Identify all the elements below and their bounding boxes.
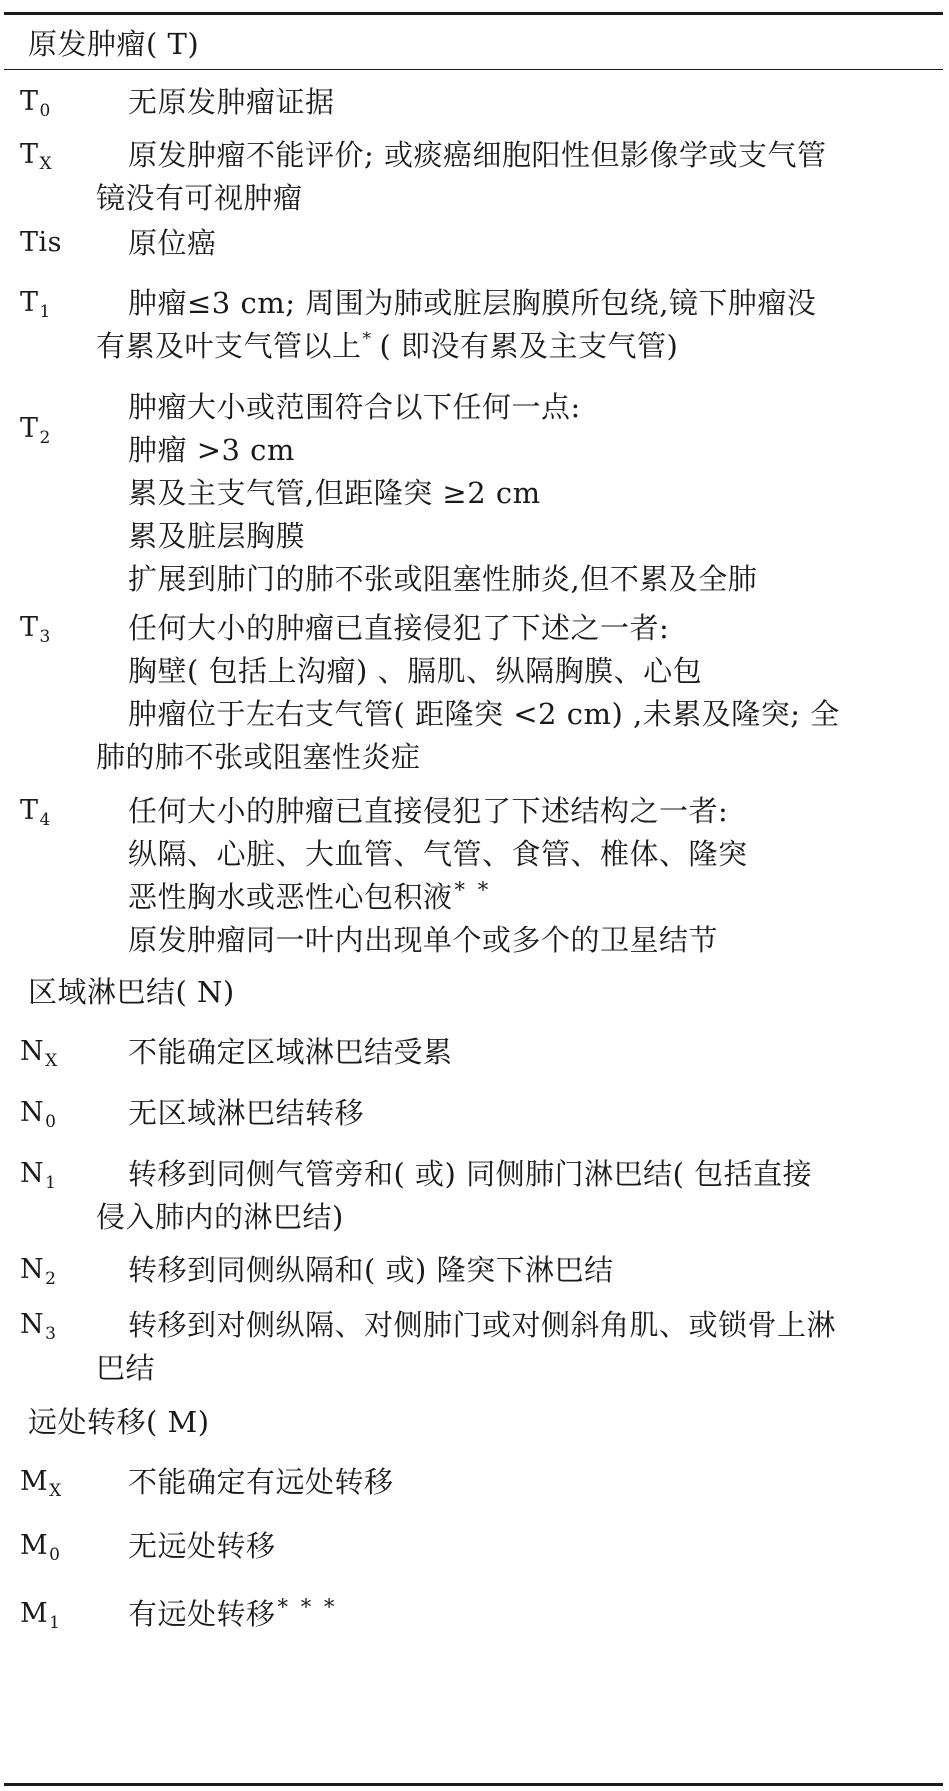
footnote-mark: * * <box>454 878 492 902</box>
row-desc-tx-cont: 镜没有可视肿瘤 <box>96 181 303 215</box>
row-desc-n3: 转移到对侧纵隔、对侧肺门或对侧斜角肌、或锁骨上淋 <box>128 1308 837 1342</box>
row-desc-nx: 不能确定区域淋巴结受累 <box>128 1035 453 1069</box>
row-code-t1: $T_1$ <box>20 287 51 322</box>
row-desc-tis: 原位癌 <box>128 226 217 260</box>
row-desc-n1-cont: 侵入肺内的淋巴结) <box>96 1200 344 1234</box>
header-rule <box>4 69 943 70</box>
row-desc-t4-1: 任何大小的肿瘤已直接侵犯了下述结构之一者: <box>128 794 729 828</box>
row-desc-t3-1: 任何大小的肿瘤已直接侵犯了下述之一者: <box>128 611 670 645</box>
row-desc-t1: 肿瘤≤3 cm; 周围为肺或脏层胸膜所包绕,镜下肿瘤没 <box>128 286 817 320</box>
bottom-rule <box>4 1783 943 1786</box>
row-desc-t1-cont: 有累及叶支气管以上* ( 即没有累及主支气管) <box>96 329 679 363</box>
row-desc-t4-3: 恶性胸水或恶性心包积液* * <box>128 878 492 914</box>
row-desc-n0: 无区域淋巴结转移 <box>128 1096 365 1130</box>
row-desc-t3-2: 胸壁( 包括上沟瘤) 、膈肌、纵隔胸膜、心包 <box>128 654 703 688</box>
row-desc-t2-2: 肿瘤 >3 cm <box>128 433 295 467</box>
row-code-m1: $M_1$ <box>20 1598 61 1633</box>
row-desc-t2-5: 扩展到肺门的肺不张或阻塞性肺炎,但不累及全肺 <box>128 562 758 596</box>
row-desc-t3-cont: 肺的肺不张或阻塞性炎症 <box>96 740 421 774</box>
row-desc-m0: 无远处转移 <box>128 1529 276 1563</box>
row-code-t3: $T_3$ <box>20 612 51 647</box>
section-heading-n: 区域淋巴结( N) <box>28 975 235 1009</box>
row-desc-n1: 转移到同侧气管旁和( 或) 同侧肺门淋巴结( 包括直接 <box>128 1157 813 1191</box>
row-code-n0: $N_0$ <box>20 1097 57 1132</box>
row-desc-tx: 原发肿瘤不能评价; 或痰癌细胞阳性但影像学或支气管 <box>128 138 827 172</box>
row-desc-t3-3: 肿瘤位于左右支气管( 距隆突 <2 cm) ,未累及隆突; 全 <box>128 697 840 731</box>
row-code-tis: Tis <box>20 227 62 258</box>
row-desc-n3-cont: 巴结 <box>96 1351 156 1385</box>
row-desc-t2-1: 肿瘤大小或范围符合以下任何一点: <box>128 390 581 424</box>
row-code-t0: $T_0$ <box>20 86 51 121</box>
row-code-t2: $T_2$ <box>20 413 51 448</box>
footnote-mark: * <box>362 329 372 349</box>
top-rule <box>4 12 943 15</box>
footnote-mark: * * * <box>277 1595 338 1619</box>
row-code-n2: $N_2$ <box>20 1254 57 1289</box>
row-code-t4: $T_4$ <box>20 795 51 830</box>
row-desc-t4-2: 纵隔、心脏、大血管、气管、食管、椎体、隆突 <box>128 837 748 871</box>
row-desc-t0: 无原发肿瘤证据 <box>128 85 335 119</box>
row-desc-t4-4: 原发肿瘤同一叶内出现单个或多个的卫星结节 <box>128 923 719 957</box>
row-desc-m1: 有远处转移* * * <box>128 1595 338 1631</box>
section-heading-m: 远处转移( M) <box>28 1405 210 1439</box>
row-desc-n2: 转移到同侧纵隔和( 或) 隆突下淋巴结 <box>128 1253 614 1287</box>
row-desc-mx: 不能确定有远处转移 <box>128 1465 394 1499</box>
row-desc-t2-3: 累及主支气管,但距隆突 ≥2 cm <box>128 476 541 510</box>
row-code-n1: $N_1$ <box>20 1158 57 1193</box>
row-code-n3: $N_3$ <box>20 1309 57 1344</box>
section-heading-t: 原发肿瘤( T) <box>28 27 200 61</box>
row-code-mx: $M_X$ <box>20 1466 62 1501</box>
row-code-m0: $M_0$ <box>20 1530 61 1565</box>
row-code-nx: $N_X$ <box>20 1036 58 1071</box>
row-code-tx: $T_X$ <box>20 139 53 174</box>
row-desc-t2-4: 累及脏层胸膜 <box>128 519 306 553</box>
